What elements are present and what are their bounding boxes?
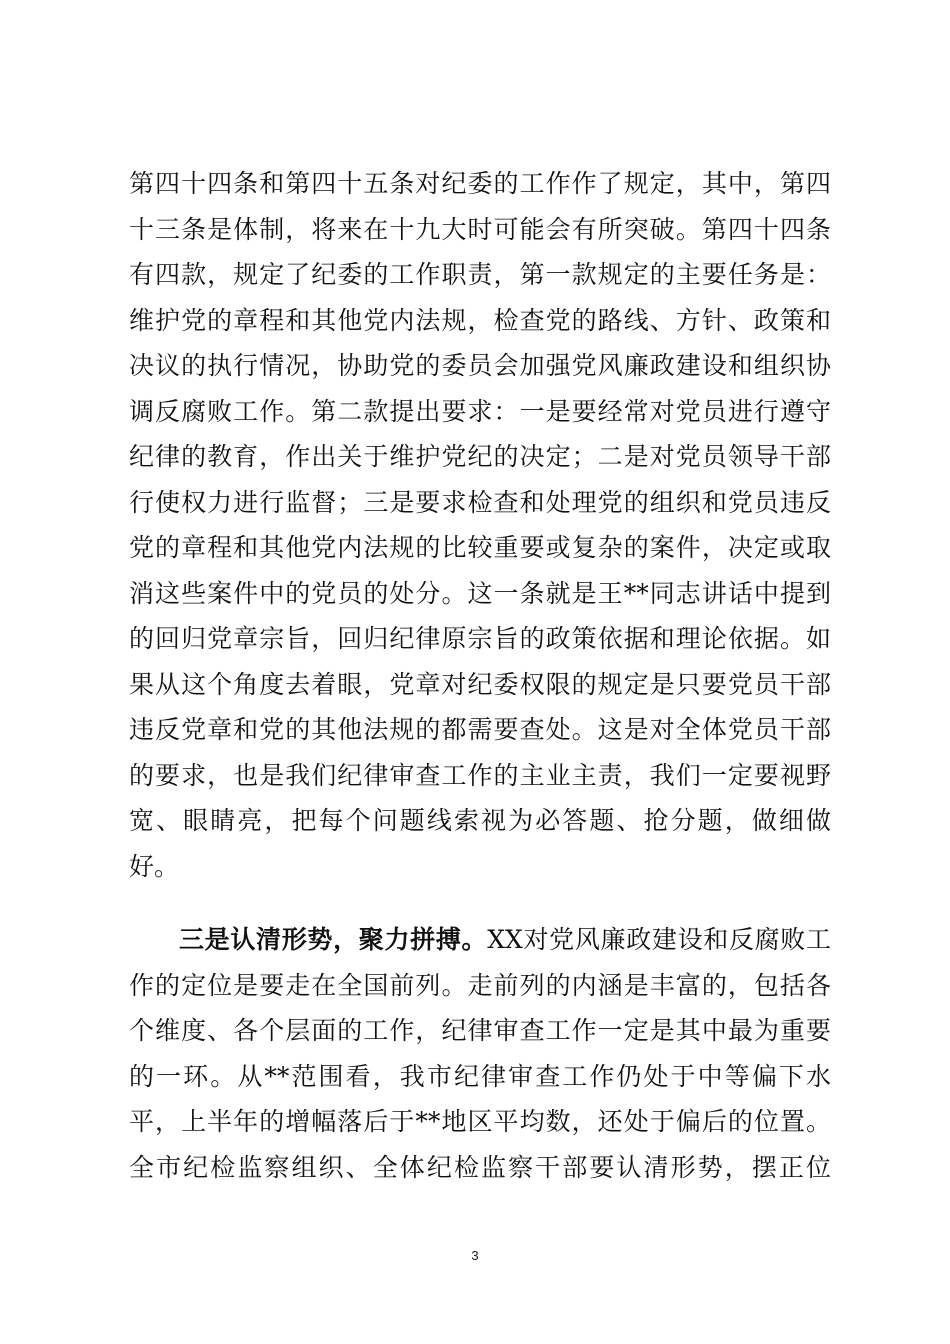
- paragraph-2-line-6: 全市纪检监察组织、全体纪检监察干部要认清形势，摆正位: [129, 1153, 831, 1182]
- paragraph-1-line-3: 有四款，规定了纪委的工作职责，第一款规定的主要任务是：: [129, 260, 831, 289]
- paragraph-1-line-9: 党的章程和其他党内法规的比较重要或复杂的案件，决定或取: [129, 533, 831, 562]
- paragraph-2-line-3: 个维度、各个层面的工作，纪律审查工作一定是其中最为重要: [129, 1016, 831, 1045]
- paragraph-1-line-15: 宽、眼睛亮，把每个问题线索视为必答题、抢分题，做细做: [129, 806, 831, 835]
- paragraph-1-line-10: 消这些案件中的党员的处分。这一条就是王**同志讲话中提到: [129, 579, 831, 608]
- page-number: 3: [471, 1248, 479, 1263]
- paragraph-1-line-6: 调反腐败工作。第二款提出要求：一是要经常对党员进行遵守: [129, 397, 831, 426]
- paragraph-2-line-1-text: XX对党风廉政建设和反腐败工: [487, 925, 831, 954]
- paragraph-2-heading: 三是认清形势，聚力拼搏。: [179, 925, 488, 954]
- paragraph-1-line-16: 好。: [129, 852, 180, 881]
- paragraph-1-line-2: 十三条是体制，将来在十九大时可能会有所突破。第四十四条: [129, 215, 831, 244]
- paragraph-1-line-8: 行使权力进行监督；三是要求检查和处理党的组织和党员违反: [129, 488, 831, 517]
- paragraph-1-line-4: 维护党的章程和其他党内法规，检查党的路线、方针、政策和: [129, 306, 831, 335]
- paragraph-1-line-5: 决议的执行情况，协助党的委员会加强党风廉政建设和组织协: [129, 351, 831, 380]
- paragraph-1-line-12: 果从这个角度去着眼，党章对纪委权限的规定是只要党员干部: [129, 670, 831, 699]
- paragraph-1-line-14: 的要求，也是我们纪律审查工作的主业主责，我们一定要视野: [129, 761, 831, 790]
- paragraph-1-line-13: 违反党章和党的其他法规的都需要查处。这是对全体党员干部: [129, 715, 831, 744]
- paragraph-2-line-1: [179, 920, 831, 960]
- paragraph-2-line-2: 作的定位是要走在全国前列。走前列的内涵是丰富的，包括各: [129, 971, 831, 1000]
- paragraph-1-line-7: 纪律的教育，作出关于维护党纪的决定；二是对党员领导干部: [129, 442, 831, 471]
- paragraph-2-line-5: 平，上半年的增幅落后于**地区平均数，还处于偏后的位置。: [129, 1107, 831, 1136]
- paragraph-2-line-4: 的一环。从**范围看，我市纪律审查工作仍处于中等偏下水: [129, 1062, 831, 1091]
- paragraph-1-line-1: 第四十四条和第四十五条对纪委的工作作了规定，其中，第四: [129, 169, 831, 198]
- paragraph-1-line-11: 的回归党章宗旨，回归纪律原宗旨的政策依据和理论依据。如: [129, 624, 831, 653]
